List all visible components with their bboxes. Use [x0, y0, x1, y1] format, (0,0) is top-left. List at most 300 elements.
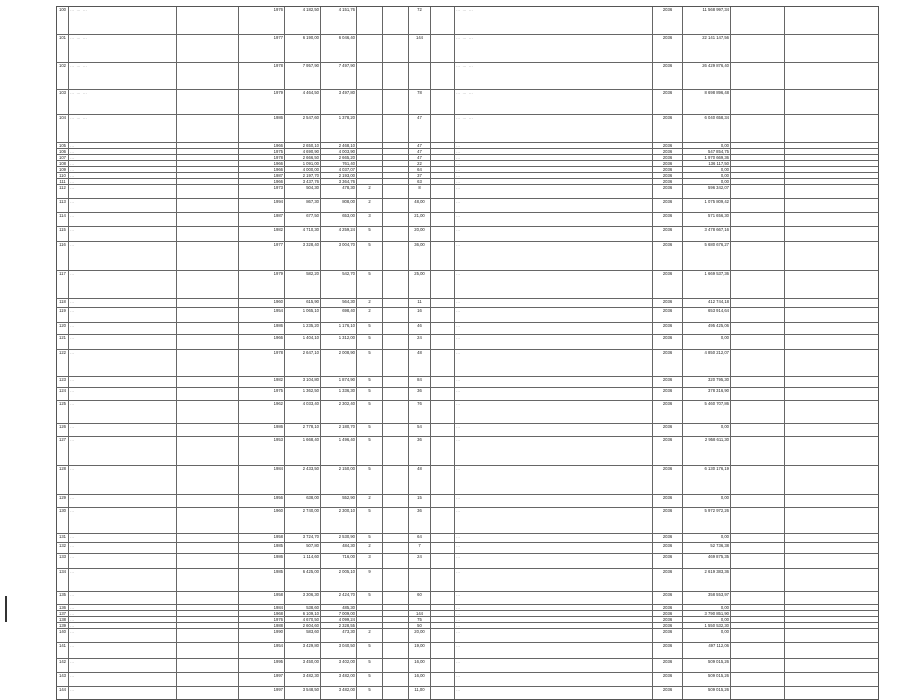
- row-area-living: 3 497,80: [321, 90, 357, 114]
- row-col-10: [431, 543, 455, 553]
- row-residents: 20,00: [409, 227, 431, 241]
- row-plan-year: 2036: [653, 659, 683, 672]
- row-year: 1988: [239, 623, 285, 628]
- row-address: …: [69, 605, 177, 610]
- row-cost: 26 429 876,40: [683, 63, 731, 89]
- table-row: [56, 387, 879, 400]
- row-col-14: [731, 495, 785, 507]
- row-area-total: 4 033,40: [285, 401, 321, 423]
- row-floors: 2: [357, 199, 383, 212]
- row-floors: [357, 115, 383, 142]
- row-works: …: [455, 643, 653, 658]
- row-residents: 25,00: [409, 271, 431, 298]
- row-cost: 1 075 809,42: [683, 199, 731, 212]
- row-wall-material: [177, 643, 239, 658]
- row-works: …: [455, 687, 653, 699]
- table-row: [56, 494, 879, 507]
- row-address: …: [69, 687, 177, 699]
- row-area-total: 867,30: [285, 199, 321, 212]
- row-year: 1979: [239, 271, 285, 298]
- row-cost: 8 698 896,48: [683, 90, 731, 114]
- row-cost: 0,00: [683, 167, 731, 172]
- row-number: 114: [57, 213, 69, 226]
- row-area-living: 7 009,00: [321, 611, 357, 616]
- row-col-15: [785, 437, 829, 465]
- row-plan-year: 2036: [653, 242, 683, 270]
- row-entrances: [383, 350, 409, 376]
- row-cost: 22 141 147,56: [683, 35, 731, 62]
- row-cost: 1 669 537,36: [683, 271, 731, 298]
- row-number: 122: [57, 350, 69, 376]
- row-entrances: [383, 629, 409, 642]
- row-area-total: 2 547,60: [285, 115, 321, 142]
- row-year: 1979: [239, 90, 285, 114]
- row-col-14: [731, 299, 785, 307]
- row-plan-year: 2036: [653, 227, 683, 241]
- row-address: …: [69, 673, 177, 686]
- row-area-total: 7 957,90: [285, 63, 321, 89]
- row-col-10: [431, 508, 455, 533]
- table-row: [56, 591, 879, 604]
- row-number: 137: [57, 611, 69, 616]
- row-cost: 358 553,97: [683, 592, 731, 604]
- row-works: …: [455, 605, 653, 610]
- row-col-15: [785, 90, 829, 114]
- row-area-living: 653,00: [321, 213, 357, 226]
- row-col-15: [785, 388, 829, 400]
- row-area-living: 3 004,70: [321, 242, 357, 270]
- row-col-15: [785, 592, 829, 604]
- table-row: [56, 114, 879, 142]
- row-year: 1968: [239, 611, 285, 616]
- row-col-14: [731, 543, 785, 553]
- row-col-10: [431, 592, 455, 604]
- row-year: 1986: [239, 323, 285, 334]
- row-residents: 37: [409, 173, 431, 178]
- table-row: [56, 226, 879, 241]
- row-year: 1990: [239, 629, 285, 642]
- row-col-15: [785, 401, 829, 423]
- table-row: [56, 465, 879, 494]
- row-entrances: [383, 437, 409, 465]
- row-residents: 8: [409, 185, 431, 198]
- row-number: 131: [57, 534, 69, 542]
- row-number: 115: [57, 227, 69, 241]
- row-works: … … …: [455, 35, 653, 62]
- row-residents: 76: [409, 401, 431, 423]
- row-residents: 63: [409, 179, 431, 184]
- row-col-14: [731, 7, 785, 34]
- row-works: …: [455, 673, 653, 686]
- row-col-15: [785, 569, 829, 591]
- row-floors: 5: [357, 687, 383, 699]
- row-area-total: 6 190,00: [285, 35, 321, 62]
- row-col-15: [785, 335, 829, 349]
- row-col-10: [431, 534, 455, 542]
- row-number: 106: [57, 149, 69, 154]
- row-area-living: 2 328,55: [321, 623, 357, 628]
- row-residents: 16: [409, 308, 431, 322]
- row-col-14: [731, 659, 785, 672]
- row-residents: 64: [409, 167, 431, 172]
- row-col-10: [431, 185, 455, 198]
- row-year: 1976: [239, 7, 285, 34]
- table-row: [56, 6, 879, 34]
- row-plan-year: 2036: [653, 424, 683, 436]
- row-year: 1958: [239, 534, 285, 542]
- row-cost: 0,00: [683, 605, 731, 610]
- row-wall-material: [177, 185, 239, 198]
- row-area-living: 1 336,30: [321, 388, 357, 400]
- row-area-living: 698,40: [321, 308, 357, 322]
- row-works: …: [455, 308, 653, 322]
- table-row: [56, 568, 879, 591]
- row-floors: 5: [357, 659, 383, 672]
- row-col-10: [431, 90, 455, 114]
- row-address: …: [69, 199, 177, 212]
- row-area-living: 542,70: [321, 271, 357, 298]
- row-cost: 509 015,26: [683, 659, 731, 672]
- row-works: …: [455, 185, 653, 198]
- row-plan-year: 2036: [653, 323, 683, 334]
- row-area-total: 677,50: [285, 213, 321, 226]
- row-address: …: [69, 143, 177, 148]
- row-area-total: 1 114,60: [285, 554, 321, 568]
- row-number: 132: [57, 543, 69, 553]
- row-wall-material: [177, 629, 239, 642]
- row-col-15: [785, 199, 829, 212]
- row-address: …: [69, 161, 177, 166]
- row-wall-material: [177, 388, 239, 400]
- row-number: 111: [57, 179, 69, 184]
- row-address: …: [69, 242, 177, 270]
- row-cost: 0,00: [683, 173, 731, 178]
- row-year: 1954: [239, 643, 285, 658]
- row-area-living: 2 150,00: [321, 466, 357, 494]
- row-wall-material: [177, 401, 239, 423]
- row-plan-year: 2036: [653, 213, 683, 226]
- row-floors: 2: [357, 299, 383, 307]
- row-number: 129: [57, 495, 69, 507]
- row-col-15: [785, 377, 829, 387]
- row-wall-material: [177, 569, 239, 591]
- row-cost: 6 040 658,34: [683, 115, 731, 142]
- row-col-10: [431, 227, 455, 241]
- row-wall-material: [177, 323, 239, 334]
- row-col-10: [431, 199, 455, 212]
- row-plan-year: 2036: [653, 623, 683, 628]
- row-area-living: 2 302,40: [321, 401, 357, 423]
- row-number: 100: [57, 7, 69, 34]
- row-number: 116: [57, 242, 69, 270]
- row-residents: 47: [409, 155, 431, 160]
- row-area-total: 2 666,50: [285, 155, 321, 160]
- row-floors: 2: [357, 543, 383, 553]
- table-row: [56, 423, 879, 436]
- row-entrances: [383, 185, 409, 198]
- row-cost: 2 958 611,30: [683, 437, 731, 465]
- row-plan-year: 2036: [653, 611, 683, 616]
- row-works: …: [455, 149, 653, 154]
- row-plan-year: 2036: [653, 271, 683, 298]
- row-col-14: [731, 437, 785, 465]
- row-works: … … …: [455, 63, 653, 89]
- table-row: [56, 542, 879, 553]
- row-plan-year: 2036: [653, 173, 683, 178]
- row-number: 109: [57, 167, 69, 172]
- row-number: 108: [57, 161, 69, 166]
- row-col-10: [431, 335, 455, 349]
- row-wall-material: [177, 424, 239, 436]
- row-address: … … …: [69, 35, 177, 62]
- row-area-total: 638,00: [285, 495, 321, 507]
- row-residents: 22: [409, 161, 431, 166]
- row-area-total: 2 647,10: [285, 350, 321, 376]
- row-address: …: [69, 629, 177, 642]
- row-floors: 5: [357, 534, 383, 542]
- row-cost: 547 854,75: [683, 149, 731, 154]
- row-address: …: [69, 377, 177, 387]
- row-residents: 15: [409, 495, 431, 507]
- row-year: 1966: [239, 161, 285, 166]
- row-entrances: [383, 543, 409, 553]
- row-area-total: 3 724,70: [285, 534, 321, 542]
- row-cost: 571 656,30: [683, 213, 731, 226]
- row-residents: 47: [409, 149, 431, 154]
- table-row: [56, 400, 879, 423]
- row-entrances: [383, 388, 409, 400]
- row-area-total: 507,80: [285, 543, 321, 553]
- row-cost: 0,00: [683, 335, 731, 349]
- row-wall-material: [177, 543, 239, 553]
- row-year: 1987: [239, 213, 285, 226]
- row-year: 1954: [239, 308, 285, 322]
- row-area-living: 478,30: [321, 185, 357, 198]
- row-works: …: [455, 659, 653, 672]
- row-plan-year: 2036: [653, 508, 683, 533]
- row-year: 1984: [239, 466, 285, 494]
- row-wall-material: [177, 495, 239, 507]
- row-col-15: [785, 495, 829, 507]
- row-cost: 5 460 707,86: [683, 401, 731, 423]
- row-wall-material: [177, 299, 239, 307]
- row-number: 138: [57, 617, 69, 622]
- row-entrances: [383, 534, 409, 542]
- row-entrances: [383, 508, 409, 533]
- row-col-14: [731, 242, 785, 270]
- table-row: [56, 436, 879, 465]
- row-cost: 509 015,26: [683, 673, 731, 686]
- row-wall-material: [177, 242, 239, 270]
- row-col-14: [731, 35, 785, 62]
- row-works: …: [455, 592, 653, 604]
- table-row: [56, 212, 879, 226]
- row-address: …: [69, 623, 177, 628]
- row-residents: 48: [409, 350, 431, 376]
- row-cost: 469 875,35: [683, 554, 731, 568]
- row-address: …: [69, 508, 177, 533]
- row-works: …: [455, 350, 653, 376]
- row-area-total: 4 670,50: [285, 617, 321, 622]
- row-year: 1977: [239, 242, 285, 270]
- row-area-total: 3 450,00: [285, 659, 321, 672]
- table-row: [56, 642, 879, 658]
- row-col-15: [785, 543, 829, 553]
- row-col-14: [731, 424, 785, 436]
- row-cost: 3 478 667,16: [683, 227, 731, 241]
- row-works: …: [455, 569, 653, 591]
- row-residents: 11,00: [409, 687, 431, 699]
- row-address: …: [69, 611, 177, 616]
- row-area-total: 2 650,10: [285, 143, 321, 148]
- row-address: …: [69, 569, 177, 591]
- row-area-total: 3 328,40: [285, 242, 321, 270]
- row-area-total: 4 690,90: [285, 149, 321, 154]
- row-entrances: [383, 569, 409, 591]
- row-floors: 5: [357, 673, 383, 686]
- row-address: …: [69, 424, 177, 436]
- row-number: 110: [57, 173, 69, 178]
- row-number: 102: [57, 63, 69, 89]
- row-plan-year: 2036: [653, 495, 683, 507]
- row-number: 104: [57, 115, 69, 142]
- row-col-10: [431, 7, 455, 34]
- row-plan-year: 2036: [653, 377, 683, 387]
- row-area-living: 2 530,90: [321, 534, 357, 542]
- row-entrances: [383, 466, 409, 494]
- row-area-living: 1 496,40: [321, 437, 357, 465]
- row-cost: 4 850 212,07: [683, 350, 731, 376]
- row-area-total: 1 404,10: [285, 335, 321, 349]
- row-address: … … …: [69, 115, 177, 142]
- row-area-total: 6 109,10: [285, 611, 321, 616]
- row-area-living: 484,30: [321, 543, 357, 553]
- row-floors: 5: [357, 388, 383, 400]
- row-year: 1982: [239, 377, 285, 387]
- row-cost: 0,00: [683, 179, 731, 184]
- row-number: 127: [57, 437, 69, 465]
- row-entrances: [383, 377, 409, 387]
- row-cost: 1 970 669,36: [683, 155, 731, 160]
- row-number: 117: [57, 271, 69, 298]
- row-year: 1977: [239, 35, 285, 62]
- row-year: 1958: [239, 592, 285, 604]
- row-area-total: 615,90: [285, 299, 321, 307]
- row-col-14: [731, 673, 785, 686]
- row-works: …: [455, 534, 653, 542]
- row-plan-year: 2036: [653, 115, 683, 142]
- row-area-total: 3 548,50: [285, 687, 321, 699]
- row-floors: 5: [357, 508, 383, 533]
- row-residents: 72: [409, 7, 431, 34]
- row-entrances: [383, 643, 409, 658]
- row-residents: 84: [409, 377, 431, 387]
- row-floors: 5: [357, 401, 383, 423]
- row-year: 1995: [239, 659, 285, 672]
- row-cost: 495 425,06: [683, 323, 731, 334]
- row-area-living: 1 378,20: [321, 115, 357, 142]
- row-col-14: [731, 554, 785, 568]
- row-wall-material: [177, 199, 239, 212]
- row-entrances: [383, 299, 409, 307]
- row-residents: 54: [409, 424, 431, 436]
- row-address: …: [69, 534, 177, 542]
- row-entrances: [383, 687, 409, 699]
- row-area-living: 2 193,00: [321, 173, 357, 178]
- row-cost: 0,00: [683, 495, 731, 507]
- table-row: [56, 184, 879, 198]
- row-col-14: [731, 350, 785, 376]
- row-area-total: 1 065,10: [285, 308, 321, 322]
- row-number: 123: [57, 377, 69, 387]
- row-col-14: [731, 401, 785, 423]
- row-number: 128: [57, 466, 69, 494]
- table-row: [56, 34, 879, 62]
- row-area-total: 2 740,00: [285, 508, 321, 533]
- row-residents: 36: [409, 388, 431, 400]
- row-residents: 21,00: [409, 213, 431, 226]
- row-col-10: [431, 424, 455, 436]
- row-floors: 5: [357, 643, 383, 658]
- table-row: [56, 376, 879, 387]
- row-cost: 5 680 676,27: [683, 242, 731, 270]
- row-area-living: 3 364,76: [321, 179, 357, 184]
- row-area-total: 1 235,20: [285, 323, 321, 334]
- row-works: …: [455, 143, 653, 148]
- row-entrances: [383, 495, 409, 507]
- row-col-15: [785, 115, 829, 142]
- row-wall-material: [177, 335, 239, 349]
- row-floors: 5: [357, 350, 383, 376]
- row-year: 1962: [239, 401, 285, 423]
- row-area-living: 3 040,50: [321, 643, 357, 658]
- row-entrances: [383, 90, 409, 114]
- row-address: …: [69, 167, 177, 172]
- row-works: …: [455, 299, 653, 307]
- row-address: …: [69, 495, 177, 507]
- row-residents: 36: [409, 508, 431, 533]
- row-entrances: [383, 424, 409, 436]
- row-address: …: [69, 308, 177, 322]
- row-entrances: [383, 242, 409, 270]
- row-floors: 5: [357, 424, 383, 436]
- table-row: [56, 553, 879, 568]
- row-plan-year: 2036: [653, 155, 683, 160]
- row-area-living: 2 468,10: [321, 143, 357, 148]
- row-col-14: [731, 629, 785, 642]
- row-col-14: [731, 213, 785, 226]
- row-number: 105: [57, 143, 69, 148]
- row-works: …: [455, 173, 653, 178]
- table-row: [56, 322, 879, 334]
- row-col-15: [785, 673, 829, 686]
- row-entrances: [383, 35, 409, 62]
- row-area-living: 485,30: [321, 605, 357, 610]
- row-col-10: [431, 377, 455, 387]
- row-year: 1986: [239, 424, 285, 436]
- row-plan-year: 2036: [653, 143, 683, 148]
- row-cost: 653 914,64: [683, 308, 731, 322]
- row-col-10: [431, 673, 455, 686]
- row-cost: 497 112,06: [683, 643, 731, 658]
- row-floors: [357, 7, 383, 34]
- row-cost: 0,00: [683, 629, 731, 642]
- row-col-15: [785, 424, 829, 436]
- row-col-10: [431, 350, 455, 376]
- row-wall-material: [177, 7, 239, 34]
- row-address: …: [69, 271, 177, 298]
- row-number: 125: [57, 401, 69, 423]
